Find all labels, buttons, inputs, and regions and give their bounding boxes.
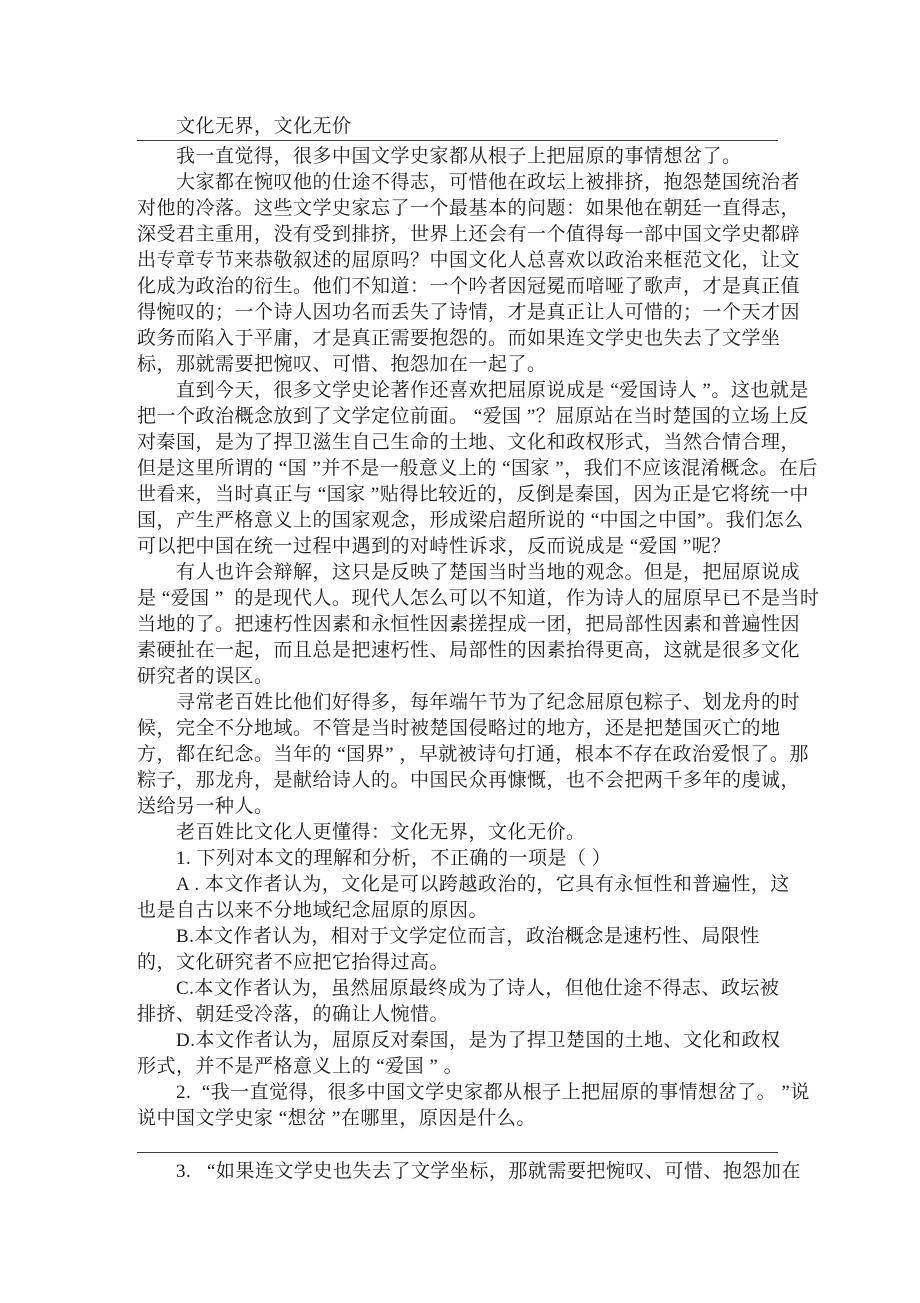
text-line: 也是自古以来不分地域纪念屈原的原因。: [137, 900, 489, 921]
question-3-line: 3. “如果连文学史也失去了文学坐标，那就需要把惋叹、可惜、抱怨加在: [176, 1161, 801, 1182]
text-line: D.本文作者认为，屈原反对秦国，是为了捍卫楚国的土地、文化和政权: [176, 1030, 781, 1051]
text-line: 候，完全不分地域。不管是当时被楚国侵略过的地方，还是把楚国灭亡的地: [137, 718, 781, 739]
text-line: 出专章专节来恭敬叙述的屈原吗？中国文化人总喜欢以政治来框范文化，让文: [137, 250, 801, 271]
text-line: 说中国文学史家 “想岔 ”在哪里，原因是什么。: [137, 1108, 536, 1129]
text-line: 把一个政治概念放到了文学定位前面。 “爱国 ”？屈原站在当时楚国的立场上反: [137, 406, 809, 427]
text-line: 形式，并不是严格意义上的 “爱国 ” 。: [137, 1056, 464, 1077]
text-line: A . 本文作者认为，文化是可以跨越政治的，它具有永恒性和普遍性，这: [176, 874, 790, 895]
text-line: B.本文作者认为，相对于文学定位而言，政治概念是速朽性、局限性: [176, 926, 760, 947]
text-line: 对他的冷落。这些文学史家忘了一个最基本的问题：如果他在朝廷一直得志，: [137, 198, 801, 219]
text-line: 排挤、朝廷受冷落，的确让人惋惜。: [137, 1004, 450, 1025]
text-line: 研究者的误区。: [137, 666, 274, 687]
text-line: 国，产生严格意义上的国家观念，形成梁启超所说的 “中国之中国”。我们怎么: [137, 510, 804, 531]
text-line: 是 “爱国 ” 的是现代人。现代人怎么可以不知道，作为诗人的屈原早已不是当时: [137, 588, 820, 609]
text-line: 化成为政治的衍生。他们不知道：一个吟者因冠冕而喑哑了歌声，才是真正值: [137, 276, 801, 297]
text-line: 直到今天，很多文学史论著作还喜欢把屈原说成是 “爱国诗人 ”。这也就是: [176, 380, 809, 401]
text-line: 政务而陷入于平庸，才是真正需要抱怨的。而如果连文学史也失去了文学坐: [137, 328, 781, 349]
text-line: 可以把中国在统一过程中遇到的对峙性诉求，反而说成是 “爱国 ”呢？: [137, 536, 731, 557]
text-line: 当地的了。把速朽性因素和永恒性因素搓捏成一团，把局部性因素和普遍性因: [137, 614, 801, 635]
text-line: 但是这里所谓的 “国 ”并不是一般意义上的 “国家 ”，我们不应该混淆概念。在后: [137, 458, 818, 479]
text-line: 送给另一种人。: [137, 796, 274, 817]
text-line: 素硬扯在一起，而且总是把速朽性、局部性的因素抬得更高，这就是很多文化: [137, 640, 801, 661]
text-line: 老百姓比文化人更懂得：文化无界，文化无价。: [176, 822, 586, 843]
text-line: 我一直觉得，很多中国文学史家都从根子上把屈原的事情想岔了。: [176, 146, 742, 167]
text-line: 粽子，那龙舟，是献给诗人的。中国民众再慷慨，也不会把两千多年的虔诚，: [137, 770, 801, 791]
text-line: 对秦国，是为了捍卫滋生自己生命的土地、文化和政权形式，当然合情合理，: [137, 432, 801, 453]
text-line: 方，都在纪念。当年的 “国界” ，早就被诗句打通，根本不存在政治爱恨了。那: [137, 744, 809, 765]
text-line: 世看来，当时真正与 “国家 ”贴得比较近的，反倒是秦国，因为正是它将统一中: [137, 484, 809, 505]
document-title: 文化无界，文化无价: [176, 116, 352, 137]
text-line: 寻常老百姓比他们好得多，每年端午节为了纪念屈原包粽子、划龙舟的时: [176, 692, 801, 713]
document-body: [137, 114, 820, 1185]
text-line: 得惋叹的；一个诗人因功名而丢失了诗情，才是真正让人可惜的；一个天才因: [137, 302, 801, 323]
text-line: 标，那就需要把惋叹、可惜、抱怨加在一起了。: [137, 354, 547, 375]
text-line: 2. “我一直觉得，很多中国文学史家都从根子上把屈原的事情想岔了。 ”说: [176, 1082, 810, 1103]
text-line: 1. 下列对本文的理解和分析，不正确的一项是（ ）: [176, 848, 612, 869]
text-line: 大家都在惋叹他的仕途不得志，可惜他在政坛上被排挤，抱怨楚国统治者: [176, 172, 801, 193]
text-line: C.本文作者认为，虽然屈原最终成为了诗人，但他仕途不得志、政坛被: [176, 978, 780, 999]
text-line: 有人也许会辩解，这只是反映了楚国当时当地的观念。但是，把屈原说成: [176, 562, 801, 583]
text-line: 深受君主重用，没有受到排挤，世界上还会有一个值得每一部中国文学史都辟: [137, 224, 801, 245]
text-line: 的，文化研究者不应把它抬得过高。: [137, 952, 450, 973]
passage-and-questions: [137, 141, 820, 1132]
